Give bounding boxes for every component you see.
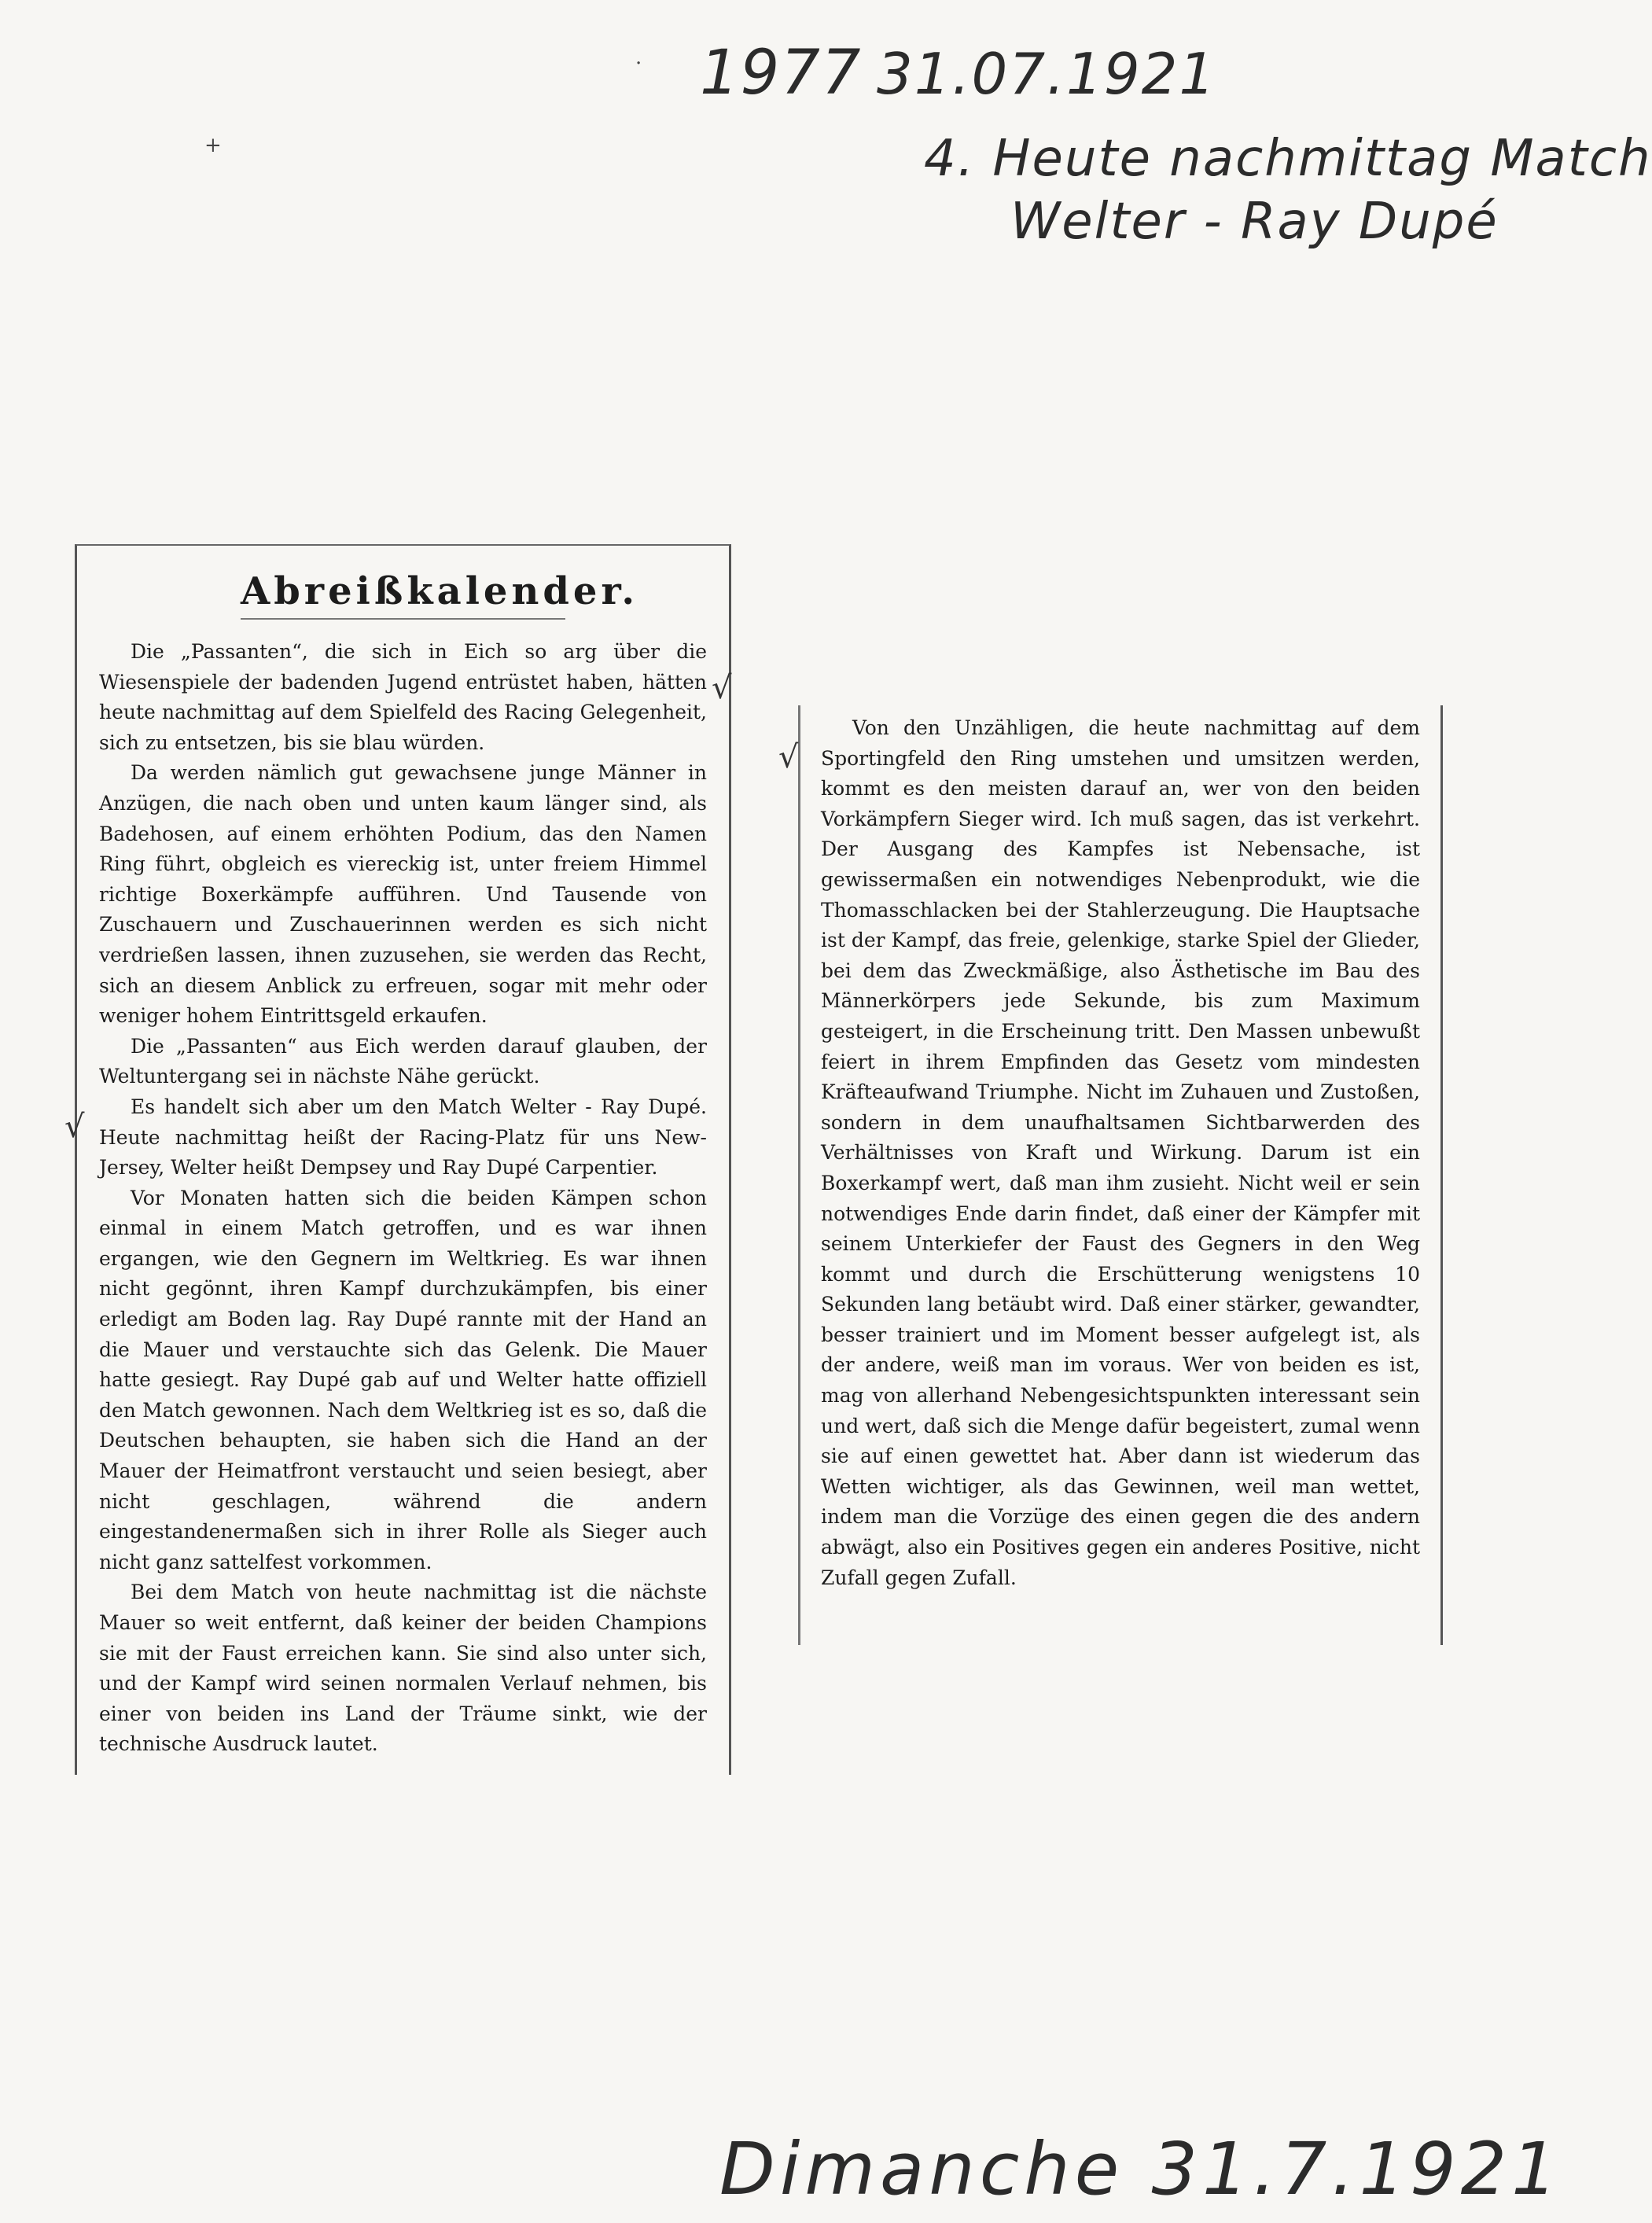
check-mark-icon: √ — [64, 1109, 85, 1145]
newspaper-clipping-left — [75, 544, 731, 1775]
handwritten-date-top: 31.07.1921 — [877, 41, 1217, 107]
check-mark-icon: √ — [712, 670, 732, 706]
handwritten-note-line2: Welter - Ray Dupé — [1010, 193, 1499, 251]
clipping-paragraph: Vor Monaten hatten sich die beiden Kämpen schon einmal in einem Match getroffen, und es war ihnen ergangen, wie den Gegnern im Weltkrieg. Es war ihnen nicht gegönnt, ihren Kampf durchzukämpfen, bis einer erledigt am Boden lag. Ray Dupé rannte mit der Hand an die Mauer und verstauchte sich das Gelenk. Die Mauer hatte gesiegt. Ray Dupé gab auf und Welter hatte offiziell den Match gewonnen. Nach dem Weltkrieg ist es so, daß die Deutschen behaupten, sie haben sich die Hand an der Mauer der Heimatfront verstaucht und seien besiegt, aber nicht geschlagen, während die andern eingestandenermaßen sich in ihrer Rolle als Sieger auch nicht ganz sattelfest vorkommen. — [99, 1186, 707, 1573]
clipping-paragraph: Die „Passanten“ aus Eich werden darauf glauben, der Weltuntergang sei in nächste Nähe gerückt. — [99, 1034, 707, 1088]
clipping-paragraph: Von den Unzähligen, die heute nachmittag auf dem Sportingfeld den Ring umstehen und umsitzen werden, kommt es den meisten darauf an, wer von den beiden Vorkämpfern Sieger wird. Ich muß sagen, das ist verkehrt. Der Ausgang des Kampfes ist Nebensache, ist gewissermaßen ein notwendiges Nebenprodukt, wie die Thomasschlacken bei der Stahlerzeugung. Die Hauptsache ist der Kampf, das freie, gelenkige, starke Spiel der Glieder, bei dem das Zweckmäßige, also Ästhetische im Bau des Männerkörpers jede Sekunde, bis zum Maximum gesteigert, in die Erscheinung tritt. Den Massen unbewußt feiert in ihrem Empfinden das Gesetz vom mindesten Kräfteaufwand Triumphe. Nicht im Zuhauen und Zustoßen, sondern in dem unaufhaltsamen Sichtbarwerden des Verhältnisses von Kraft und Wirkung. Darum ist ein Boxerkampf wert, daß man ihm zusieht. Nicht weil er sein notwendiges Ende darin findet, daß einer der Kämpfer mit seinem Unterkiefer der Faust des Gegners in den Weg kommt und durch die Erschütterung wenigstens 10 Sekunden lang betäubt wird. Daß einer stärker, gewandter, besser trainiert und im Moment besser aufgelegt ist, als der andere, weiß man im voraus. Wer von beiden es ist, mag von allerhand Nebengesichtspunkten interessant sein und wert, daß sich die Menge dafür begeistert, zumal wenn sie auf einen gewettet hat. Aber dann ist wiederum das Wetten wichtiger, als das Gewinnen, weil man wettet, indem man die Vorzüge des einen gegen die des andern abwägt, also ein Positives gegen ein anderes Positive, nicht Zufall gegen Zufall. — [821, 716, 1420, 1589]
check-mark-icon: √ — [778, 739, 799, 775]
clipping-headline: Abreißkalender. — [241, 569, 565, 620]
handwritten-date-bottom: Dimanche 31.7.1921 — [719, 2127, 1562, 2211]
dot-mark: · — [635, 52, 642, 75]
clipping-paragraph: Es handelt sich aber um den Match Welter - Ray Dupé. Heute nachmittag heißt der Racing-Platz für uns New-Jersey, Welter heißt Dempsey und Ray Dupé Carpentier. — [99, 1095, 707, 1180]
clipping-paragraph: Da werden nämlich gut gewachsene junge Männer in Anzügen, die nach oben und unten kaum länger sind, als Badehosen, auf einem erhöhten Podium, das den Namen Ring führt, obgleich es viereckig ist, unter freiem Himmel richtige Boxerkämpfe aufführen. Und Tausende von Zuschauern und Zuschauerinnen werden es sich nicht verdrießen lassen, ihnen zuzusehen, sie werden das Recht, sich an diesem Anblick zu erfreuen, sogar mit mehr oder weniger hohem Eintrittsgeld erkaufen. — [99, 761, 707, 1028]
plus-mark: + — [204, 134, 222, 157]
handwritten-archive-number: 1977 — [700, 38, 863, 109]
handwritten-note-line1: 4. Heute nachmittag Match — [924, 130, 1652, 188]
newspaper-clipping-right — [798, 705, 1443, 1645]
clipping-paragraph: Bei dem Match von heute nachmittag ist die nächste Mauer so weit entfernt, daß keiner der beiden Champions sie mit der Faust erreichen kann. Sie sind also unter sich, und der Kampf wird seinen normalen Verlauf nehmen, bis einer von beiden ins Land der Träume sinkt, wie der technische Ausdruck lautet. — [99, 1581, 707, 1756]
clipping-paragraph: Die „Passanten“, die sich in Eich so arg über die Wiesenspiele der badenden Jugend entrüstet haben, hätten heute nachmittag auf dem Spielfeld des Racing Gelegenheit, sich zu entsetzen, bis sie blau würden. — [99, 640, 707, 754]
